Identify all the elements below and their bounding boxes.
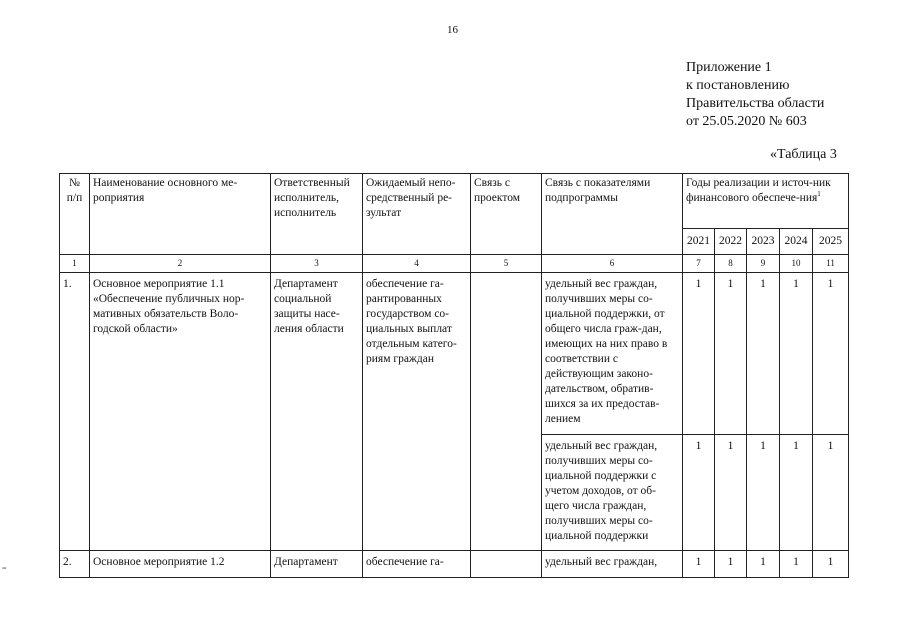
row-indicator: удельный вес граждан, [542,551,683,578]
row-num: 2. [60,551,90,578]
appendix-line: от 25.05.2020 № 603 [686,114,807,129]
header-year: 2024 [780,229,813,255]
column-number: 4 [363,255,471,273]
row-value: 1 [813,273,849,435]
row-value: 1 [715,435,747,551]
column-number: 7 [683,255,715,273]
row-num: 1. [60,273,90,551]
column-number: 9 [747,255,780,273]
row-name: Основное мероприятие 1.1 «Обеспечение публичных нор-мативных обязательств Воло-годской области» [90,273,271,551]
column-number-row [60,255,849,273]
row-indicator: удельный вес граждан, получивших меры со-циальной поддержки с учетом доходов, от об-щего числа граждан, получивших меры со-циальной поддержки [542,435,683,551]
margin-mark: = [2,564,7,573]
row-result: обеспечение га-рантированных государством со-циальных выплат отдельным катего-риям граждан [363,273,471,551]
row-value: 1 [780,551,813,578]
header-years-title-text: Годы реализации и источ-ник финансового обеспече-ния [686,177,831,204]
column-number: 11 [813,255,849,273]
appendix-line: к постановлению [686,78,790,93]
appendix-line: Правительства области [686,96,825,111]
column-number: 1 [60,255,90,273]
column-number: 10 [780,255,813,273]
header-year: 2021 [683,229,715,255]
header-executor: Ответственный исполнитель, исполнитель [271,174,363,255]
row-value: 1 [715,551,747,578]
row-indicator: удельный вес граждан, получивших меры со-циальной поддержки, от общего числа граж-дан, имеющих на них право в соответствии с действующим законо-дательством, обратив-шихся за их предостав-лением [542,273,683,435]
row-value: 1 [813,551,849,578]
row-executor: Департамент [271,551,363,578]
row-value: 1 [715,273,747,435]
appendix-block [686,59,824,131]
footnote-marker: 1 [817,190,821,199]
row-value: 1 [780,273,813,435]
header-year: 2022 [715,229,747,255]
row-value: 1 [747,435,780,551]
row-value: 1 [683,551,715,578]
row-value: 1 [747,273,780,435]
page-number: 16 [447,24,458,36]
column-number: 6 [542,255,683,273]
row-value: 1 [683,273,715,435]
row-project [471,551,542,578]
column-number: 8 [715,255,747,273]
appendix-line: Приложение 1 [686,60,772,75]
column-number: 3 [271,255,363,273]
row-value: 1 [780,435,813,551]
row-value: 1 [813,435,849,551]
row-executor: Департамент социальной защиты насе-ления области [271,273,363,551]
row-project [471,273,542,551]
header-years-title [683,174,849,229]
header-year: 2023 [747,229,780,255]
column-number: 2 [90,255,271,273]
header-name: Наименование основного ме-роприятия [90,174,271,255]
header-indicators: Связь с показателями подпрограммы [542,174,683,255]
row-value: 1 [683,435,715,551]
table-row [60,551,849,578]
header-project: Связь с проектом [471,174,542,255]
header-result: Ожидаемый непо-средственный ре-зультат [363,174,471,255]
row-result: обеспечение га- [363,551,471,578]
activities-table [59,173,849,578]
row-value: 1 [747,551,780,578]
header-num: № п/п [60,174,90,255]
table-label: «Таблица 3 [770,147,837,162]
table-row [60,273,849,435]
header-year: 2025 [813,229,849,255]
row-name: Основное мероприятие 1.2 [90,551,271,578]
column-number: 5 [471,255,542,273]
